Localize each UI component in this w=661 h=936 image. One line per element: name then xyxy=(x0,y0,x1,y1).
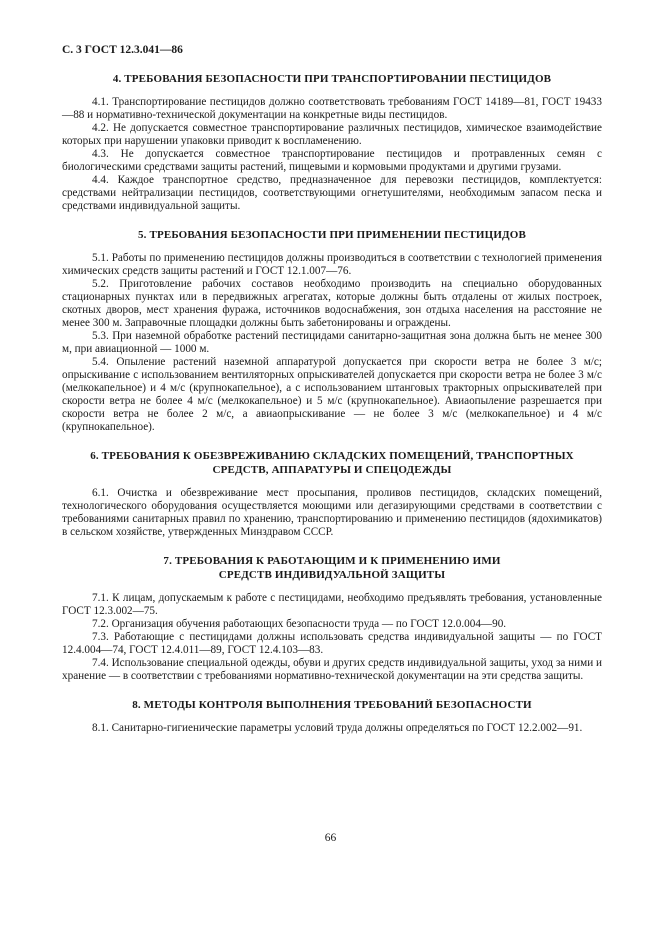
paragraph: 4.1. Транспортирование пестицидов должно соответствовать требованиям ГОСТ 14189—81, ГОСТ 19433—88 и нормативно-технической документации на конкретные виды пестицидов. xyxy=(62,96,602,121)
section-heading: 6. ТРЕБОВАНИЯ К ОБЕЗВРЕЖИВАНИЮ СКЛАДСКИХ ПОМЕЩЕНИЙ, ТРАНСПОРТНЫХ СРЕДСТВ, АППАРАТУРЫ И СПЕЦОДЕЖДЫ xyxy=(90,450,574,476)
section-8 xyxy=(62,698,602,735)
paragraph: 4.2. Не допускается совместное транспортирование различных пестицидов, химическое взаимодействие которых при нарушении упаковки приводит к воспламенению. xyxy=(62,122,602,147)
paragraph: 7.3. Работающие с пестицидами должны использовать средства индивидуальной защиты — по ГОСТ 12.4.004—74, ГОСТ 12.4.011—89, ГОСТ 12.4.103—83. xyxy=(62,631,602,656)
paragraph: 7.2. Организация обучения работающих безопасности труда — по ГОСТ 12.0.004—90. xyxy=(92,618,507,630)
paragraph: 8.1. Санитарно-гигиенические параметры условий труда должны определяться по ГОСТ 12.2.002—91. xyxy=(92,722,583,734)
paragraph: 4.3. Не допускается совместное транспортирование пестицидов и протравленных семян с биологическими средствами защиты растений, пищевыми и кормовыми продуктами и другими грузами. xyxy=(62,148,602,173)
paragraph: 5.2. Приготовление рабочих составов необходимо производить на специально оборудованных стационарных пунктах или в передвижных агрегатах, которые должны быть отдалены от жилых построек, скотных дворов, мест хранения фуража, источников водоснабжения, зон отдыха населения на расстояние не менее 300 м. Заправочные площадки должны быть забетонированы и ограждены. xyxy=(62,278,602,329)
page-header: С. 3 ГОСТ 12.3.041—86 xyxy=(62,44,183,56)
section-5 xyxy=(62,228,602,434)
section-6 xyxy=(62,449,602,539)
paragraph: 5.4. Опыление растений наземной аппаратурой допускается при скорости ветра не более 3 м/с; опрыскивание с использованием вентиляторных опрыскивателей допускается при скорости ветра не более 3 м/с (мелкокапельное) и 4 м/с (крупнокапельное), а с использованием штанговых тракторных опрыскивателей при скорости ветра не более 4 м/с (мелкокапельное) и 5 м/с (крупнокапельное). Авиаопыление разрешается при скорости ветра не более 2 м/с, а авиаопрыскивание — не более 3 м/с (мелкокапельное) и 4 м/с (крупнокапельное). xyxy=(62,356,602,433)
section-4 xyxy=(62,72,602,213)
section-heading: 7. ТРЕБОВАНИЯ К РАБОТАЮЩИМ И К ПРИМЕНЕНИЮ ИМИ СРЕДСТВ ИНДИВИДУАЛЬНОЙ ЗАЩИТЫ xyxy=(163,555,501,581)
section-heading: 8. МЕТОДЫ КОНТРОЛЯ ВЫПОЛНЕНИЯ ТРЕБОВАНИЙ БЕЗОПАСНОСТИ xyxy=(132,699,532,711)
page-number: 66 xyxy=(324,832,337,844)
paragraph: 7.4. Использование специальной одежды, обуви и других средств индивидуальной защиты, уход за ними и хранение — в соответствии с требованиями нормативно-технической документации на эти средства защиты. xyxy=(62,657,602,682)
paragraph: 4.4. Каждое транспортное средство, предназначенное для перевозки пестицидов, комплектуется: средствами нейтрализации пестицидов, соответствующими огнетушителями, необходимым запасом песка и средствами индивидуальной защиты. xyxy=(62,174,602,212)
section-heading: 4. ТРЕБОВАНИЯ БЕЗОПАСНОСТИ ПРИ ТРАНСПОРТИРОВАНИИ ПЕСТИЦИДОВ xyxy=(112,73,552,85)
paragraph: 5.1. Работы по применению пестицидов должны производиться в соответствии с технологией применения химических средств защиты растений и ГОСТ 12.1.007—76. xyxy=(62,252,602,277)
paragraph: 6.1. Очистка и обезвреживание мест просыпания, проливов пестицидов, складских помещений, технологического оборудования осуществляется моющими или дегазирующими средствами в соответствии с требованиями санитарных правил по хранению, транспортированию и применению пестицидов (ядохимикатов) в сельском хозяйстве, утвержденных Минздравом СССР. xyxy=(62,487,602,538)
section-7 xyxy=(62,554,602,683)
document-page xyxy=(62,44,602,750)
paragraph: 7.1. К лицам, допускаемым к работе с пестицидами, необходимо предъявлять требования, установленные ГОСТ 12.3.002—75. xyxy=(62,592,602,617)
paragraph: 5.3. При наземной обработке растений пестицидами санитарно-защитная зона должна быть не менее 300 м, при авиационной — 1000 м. xyxy=(62,330,602,355)
section-heading: 5. ТРЕБОВАНИЯ БЕЗОПАСНОСТИ ПРИ ПРИМЕНЕНИИ ПЕСТИЦИДОВ xyxy=(138,229,526,241)
